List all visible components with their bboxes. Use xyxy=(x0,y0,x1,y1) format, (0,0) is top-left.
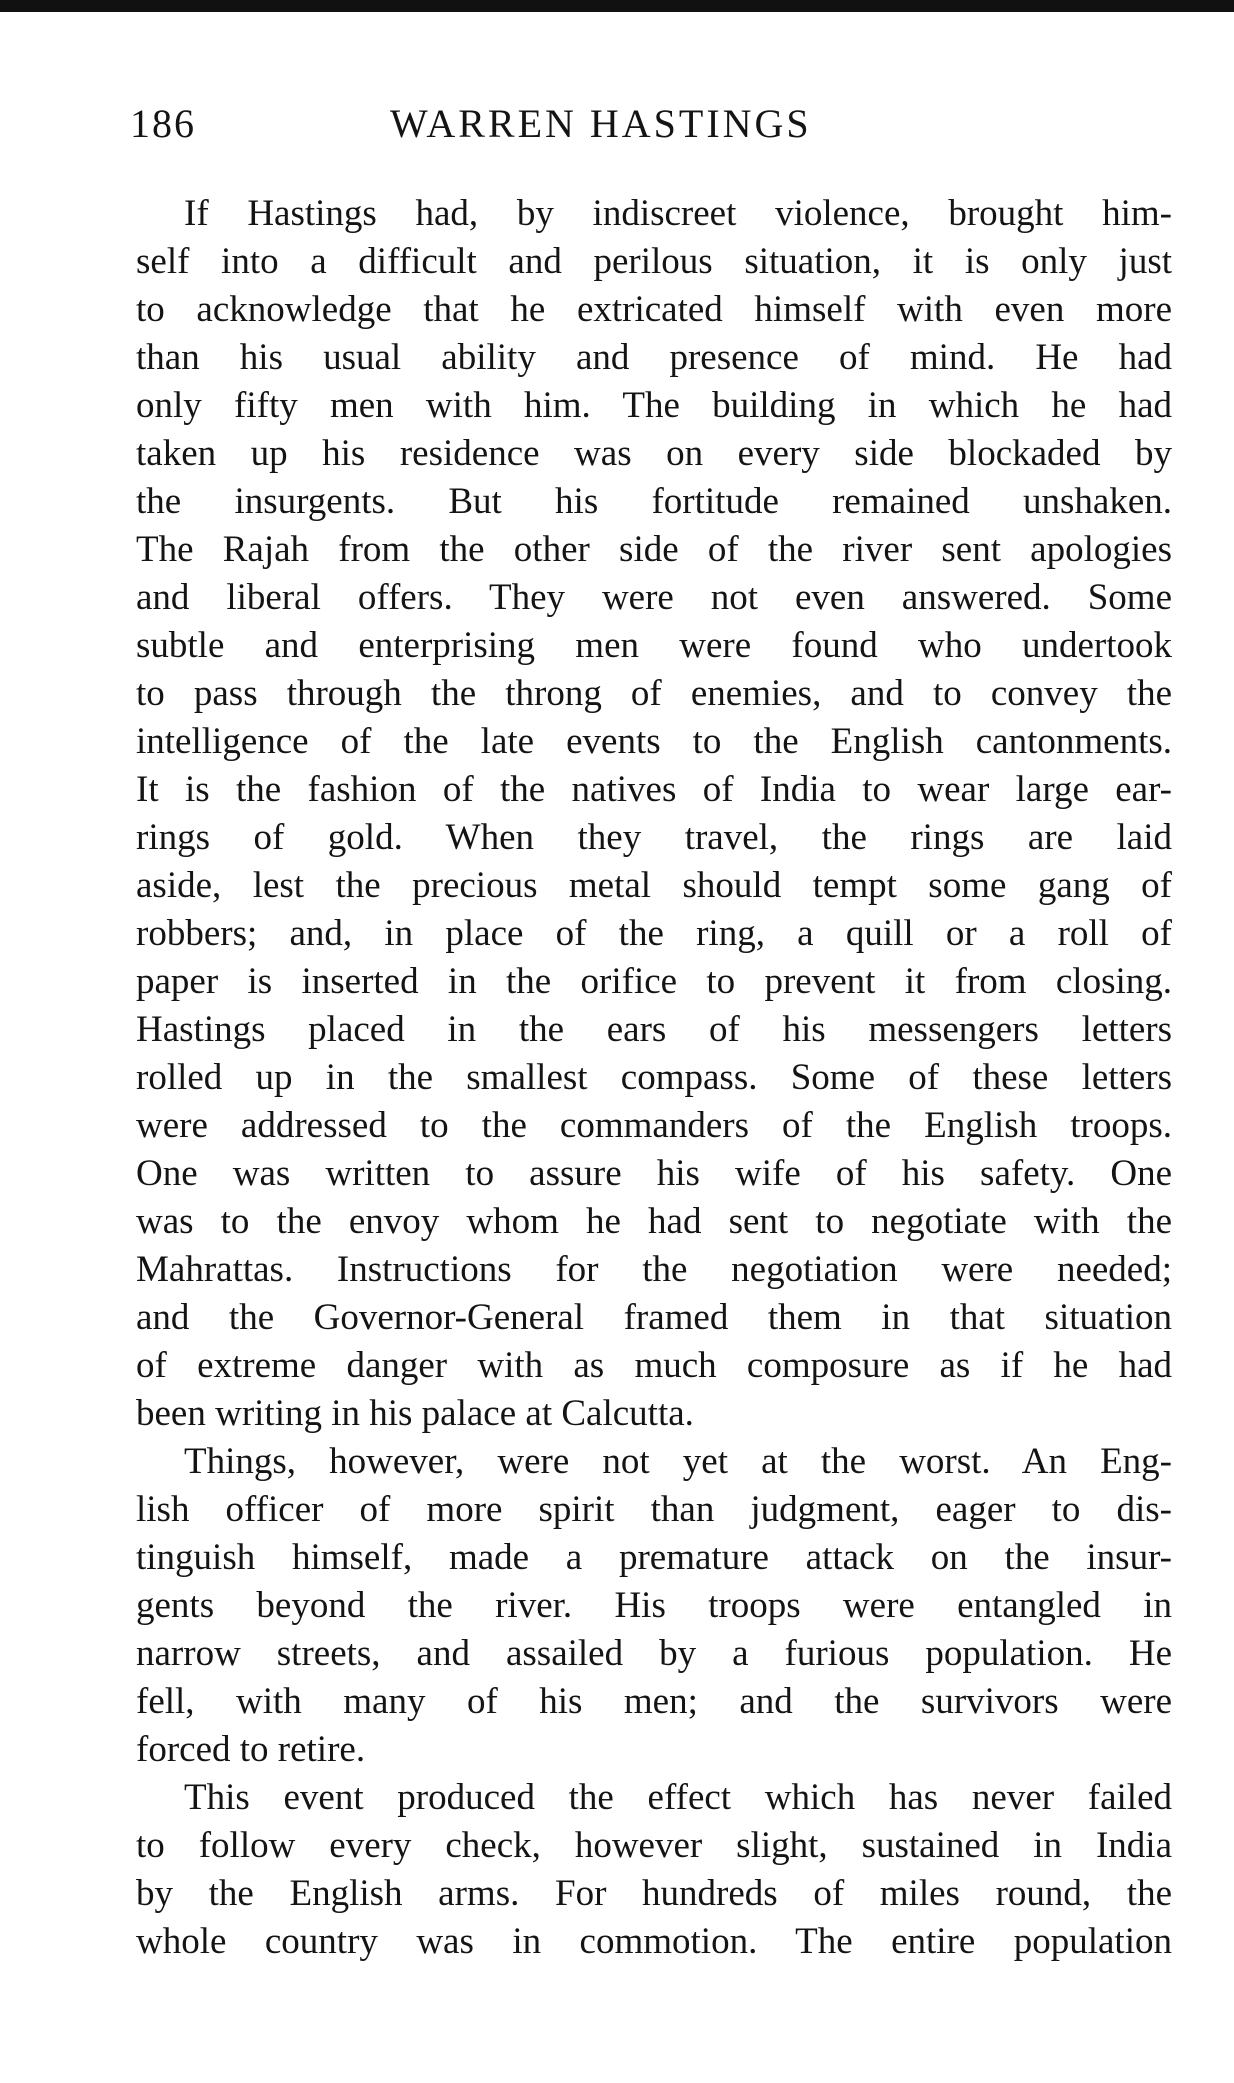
text-line: robbers; and, in place of the ring, a quill or a roll of xyxy=(136,913,1172,954)
text-line: by the English arms. For hundreds of miles round, the xyxy=(136,1873,1172,1914)
text-line: lish officer of more spirit than judgment, eager to dis- xyxy=(136,1489,1172,1530)
top-rule xyxy=(0,0,1234,12)
text-line: of extreme danger with as much composure as if he had xyxy=(136,1345,1172,1386)
paragraph-1 xyxy=(136,190,1172,1438)
text-line: rings of gold. When they travel, the rings are laid xyxy=(136,817,1172,858)
text-line: to follow every check, however slight, sustained in India xyxy=(136,1825,1172,1866)
running-head: WARREN HASTINGS xyxy=(390,101,812,146)
text-line: and the Governor-General framed them in that situation xyxy=(136,1297,1172,1338)
text-line: to pass through the throng of enemies, and to convey the xyxy=(136,673,1172,714)
text-line: intelligence of the late events to the English cantonments. xyxy=(136,721,1172,762)
text-line: whole country was in commotion. The entire population xyxy=(136,1921,1172,1962)
text-line: aside, lest the precious metal should tempt some gang of xyxy=(136,865,1172,906)
text-line: than his usual ability and presence of mind. He had xyxy=(136,337,1172,378)
text-line: forced to retire. xyxy=(136,1729,366,1770)
text-line: and liberal offers. They were not even answered. Some xyxy=(136,577,1172,618)
text-line: narrow streets, and assailed by a furious population. He xyxy=(136,1633,1172,1674)
text-line: taken up his residence was on every side blockaded by xyxy=(136,433,1172,474)
text-line: If Hastings had, by indiscreet violence, brought him- xyxy=(184,193,1172,234)
text-line: This event produced the effect which has never failed xyxy=(184,1777,1172,1818)
text-line: been writing in his palace at Calcutta. xyxy=(136,1393,694,1434)
text-line: Things, however, were not yet at the worst. An Eng- xyxy=(184,1441,1172,1482)
text-line: fell, with many of his men; and the survivors were xyxy=(136,1681,1172,1722)
text-line: to acknowledge that he extricated himself with even more xyxy=(136,289,1172,330)
text-line: rolled up in the smallest compass. Some of these letters xyxy=(136,1057,1172,1098)
text-line: Hastings placed in the ears of his messengers letters xyxy=(136,1009,1172,1050)
text-line: the insurgents. But his fortitude remained unshaken. xyxy=(136,481,1172,522)
text-line: gents beyond the river. His troops were entangled in xyxy=(136,1585,1172,1626)
page-number: 186 xyxy=(130,101,196,146)
text-line: only fifty men with him. The building in which he had xyxy=(136,385,1172,426)
text-line: were addressed to the commanders of the English troops. xyxy=(136,1105,1172,1146)
text-line: self into a difficult and perilous situation, it is only just xyxy=(136,241,1172,282)
text-line: paper is inserted in the orifice to prevent it from closing. xyxy=(136,961,1172,1002)
text-line: It is the fashion of the natives of India to wear large ear- xyxy=(136,769,1172,810)
text-line: One was written to assure his wife of his safety. One xyxy=(136,1153,1172,1194)
text-line: was to the envoy whom he had sent to negotiate with the xyxy=(136,1201,1172,1242)
paragraph-2 xyxy=(136,1438,1172,1774)
text-line: tinguish himself, made a premature attack on the insur- xyxy=(136,1537,1172,1578)
text-line: The Rajah from the other side of the river sent apologies xyxy=(136,529,1172,570)
text-line: Mahrattas. Instructions for the negotiation were needed; xyxy=(136,1249,1172,1290)
text-line: subtle and enterprising men were found who undertook xyxy=(136,625,1172,666)
body-text xyxy=(136,190,1172,1966)
paragraph-3 xyxy=(136,1774,1172,1966)
